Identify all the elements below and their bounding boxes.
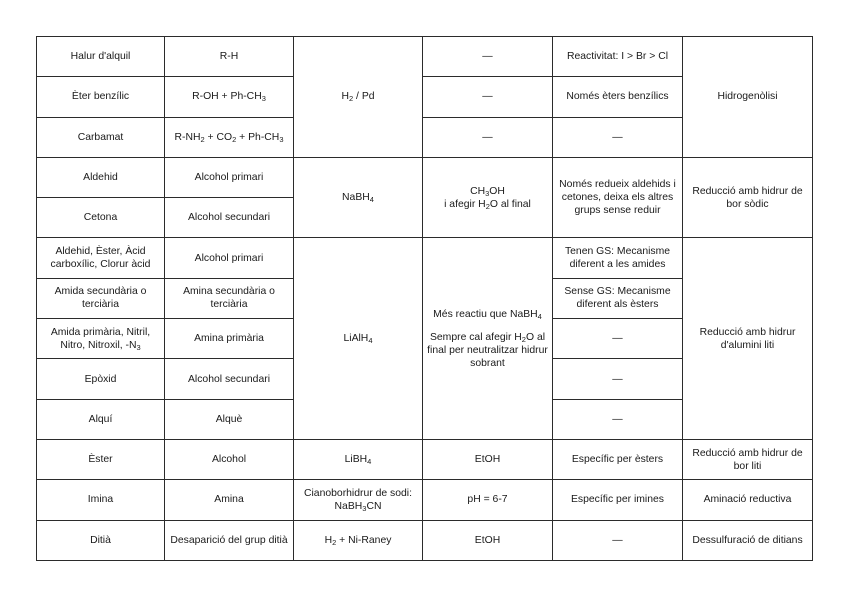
substrate-cell: Èster [37, 439, 165, 479]
reaction-cell-lialh4: Reducció amb hidrur d'alumini liti [683, 238, 813, 439]
conditions-cell: pH = 6-7 [423, 480, 553, 520]
substrate-cell: Amida primària, Nitril, Nitro, Nitroxil, $-N_3$ [37, 319, 165, 359]
product-cell: Alcohol [165, 439, 294, 479]
conditions-cell: EtOH [423, 520, 553, 560]
reagent-cell-lialh4: LiAlH$_4$ [294, 238, 423, 439]
notes-cell: — [553, 399, 683, 439]
notes-cell: — [553, 319, 683, 359]
reagent-cell: Cianoborhidrur de sodi: NaBH$_3$CN [294, 480, 423, 520]
conditions-cell: — [423, 37, 553, 77]
product-cell: R-H [165, 37, 294, 77]
reagent-cell-nabh4: NaBH$_4$ [294, 157, 423, 238]
substrate-cell: Aldehid, Èster, Àcid carboxílic, Clorur àcid [37, 238, 165, 278]
substrate-cell: Carbamat [37, 117, 165, 157]
substrate-cell: Imina [37, 480, 165, 520]
reaction-cell: Reducció amb hidrur de bor liti [683, 439, 813, 479]
conditions-cell: — [423, 117, 553, 157]
notes-cell: Específic per imines [553, 480, 683, 520]
substrate-cell: Amida secundària o terciària [37, 278, 165, 318]
reaction-cell-hydrogenolysis: Hidrogenòlisi [683, 37, 813, 158]
notes-cell: — [553, 117, 683, 157]
notes-cell: Tenen GS: Mecanisme diferent a les amides [553, 238, 683, 278]
table-row [37, 520, 813, 560]
reagent-cell: LiBH$_4$ [294, 439, 423, 479]
notes-cell: — [553, 520, 683, 560]
table-row [37, 238, 813, 278]
product-cell: Amina [165, 480, 294, 520]
product-cell: $R-NH_2 + CO_2 + Ph-CH_3$ [165, 117, 294, 157]
conditions-cell-lialh4: Més reactiu que NaBH$_4$ Sempre cal afegir $H_2O$ al final per neutralitzar hidrur sobrant [423, 238, 553, 439]
substrate-cell: Ditià [37, 520, 165, 560]
notes-cell: Específic per èsters [553, 439, 683, 479]
product-cell: Alquè [165, 399, 294, 439]
product-cell: Amina secundària o terciària [165, 278, 294, 318]
reagent-cell-hydrogenolysis: $H_2$ / Pd [294, 37, 423, 158]
table-row [37, 37, 813, 77]
substrate-cell: Èter benzílic [37, 77, 165, 117]
table-row [37, 480, 813, 520]
reagent-cell: $H_2$ + Ni-Raney [294, 520, 423, 560]
notes-cell: Només èters benzílics [553, 77, 683, 117]
reaction-cell: Aminació reductiva [683, 480, 813, 520]
conditions-cell-nabh4: $CH_3OH$ i afegir $H_2O$ al final [423, 157, 553, 238]
substrate-cell: Halur d'alquil [37, 37, 165, 77]
product-cell: Alcohol secundari [165, 359, 294, 399]
conditions-cell: — [423, 77, 553, 117]
notes-cell-nabh4: Només redueix aldehids i cetones, deixa els altres grups sense reduir [553, 157, 683, 238]
substrate-cell: Alquí [37, 399, 165, 439]
product-cell: Alcohol secundari [165, 198, 294, 238]
reaction-cell-nabh4: Reducció amb hidrur de bor sòdic [683, 157, 813, 238]
product-cell: Desaparició del grup ditià [165, 520, 294, 560]
reaction-cell: Dessulfuració de ditians [683, 520, 813, 560]
substrate-cell: Cetona [37, 198, 165, 238]
reduction-reactions-table [36, 36, 813, 561]
product-cell: Alcohol primari [165, 157, 294, 197]
product-cell: Amina primària [165, 319, 294, 359]
table-row [37, 439, 813, 479]
table-row [37, 157, 813, 197]
product-cell: Alcohol primari [165, 238, 294, 278]
notes-cell: — [553, 359, 683, 399]
substrate-cell: Aldehid [37, 157, 165, 197]
notes-cell: Reactivitat: I > Br > Cl [553, 37, 683, 77]
conditions-cell: EtOH [423, 439, 553, 479]
product-cell: $R-OH + Ph-CH_3$ [165, 77, 294, 117]
notes-cell: Sense GS: Mecanisme diferent als èsters [553, 278, 683, 318]
substrate-cell: Epòxid [37, 359, 165, 399]
